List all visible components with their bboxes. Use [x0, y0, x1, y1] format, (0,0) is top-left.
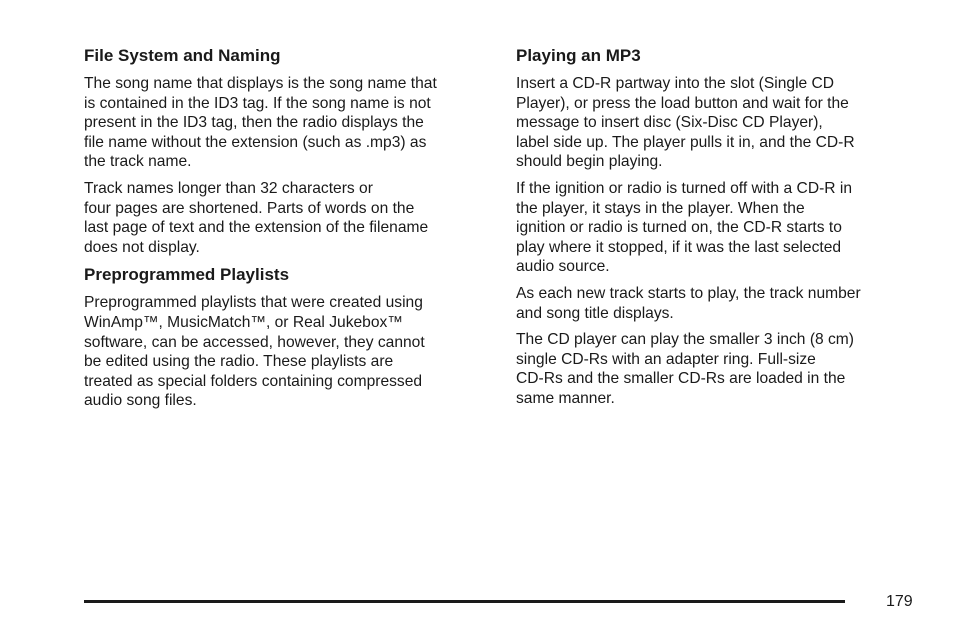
right-column	[516, 46, 920, 416]
paragraph: Track names longer than 32 characters or four pages are shortened. Parts of words on the last page of text and the extension of the filename does not display.	[84, 179, 429, 256]
section-heading-playing-mp3: Playing an MP3	[516, 46, 641, 65]
footer-rule	[84, 600, 845, 603]
paragraph: Preprogrammed playlists that were created using WinAmp™, MusicMatch™, or Real Jukebox™ software, can be accessed, however, they cannot be edited using the radio. These playlists are treated as special folders containing compressed audio song files.	[84, 294, 425, 410]
section-heading-preprogrammed-playlists: Preprogrammed Playlists	[84, 265, 290, 285]
paragraph: Insert a CD-R partway into the slot (Single CD Player), or press the load button and wait for the message to insert disc (Six-Disc CD Player), label side up. The player pulls it in, and the CD-R should begin playing.	[516, 75, 855, 171]
paragraph: If the ignition or radio is turned off with a CD-R in the player, it stays in the player. When the ignition or radio is turned on, the CD-R starts to play where it stopped, if it was the last selected audio source.	[516, 179, 853, 276]
paragraph: The CD player can play the smaller 3 inch (8 cm) single CD-Rs with an adapter ring. Full-size CD-Rs and the smaller CD-Rs are loaded in the same manner.	[516, 331, 854, 407]
page-number: 179	[886, 593, 913, 610]
paragraph: The song name that displays is the song name that is contained in the ID3 tag. If the song name is not present in the ID3 tag, then the radio displays the file name without the extension (such as .mp3) as the track name.	[84, 75, 437, 171]
section-heading-file-system: File System and Naming	[84, 46, 281, 65]
left-column	[84, 46, 486, 418]
paragraph: As each new track starts to play, the track number and song title displays.	[516, 284, 861, 322]
